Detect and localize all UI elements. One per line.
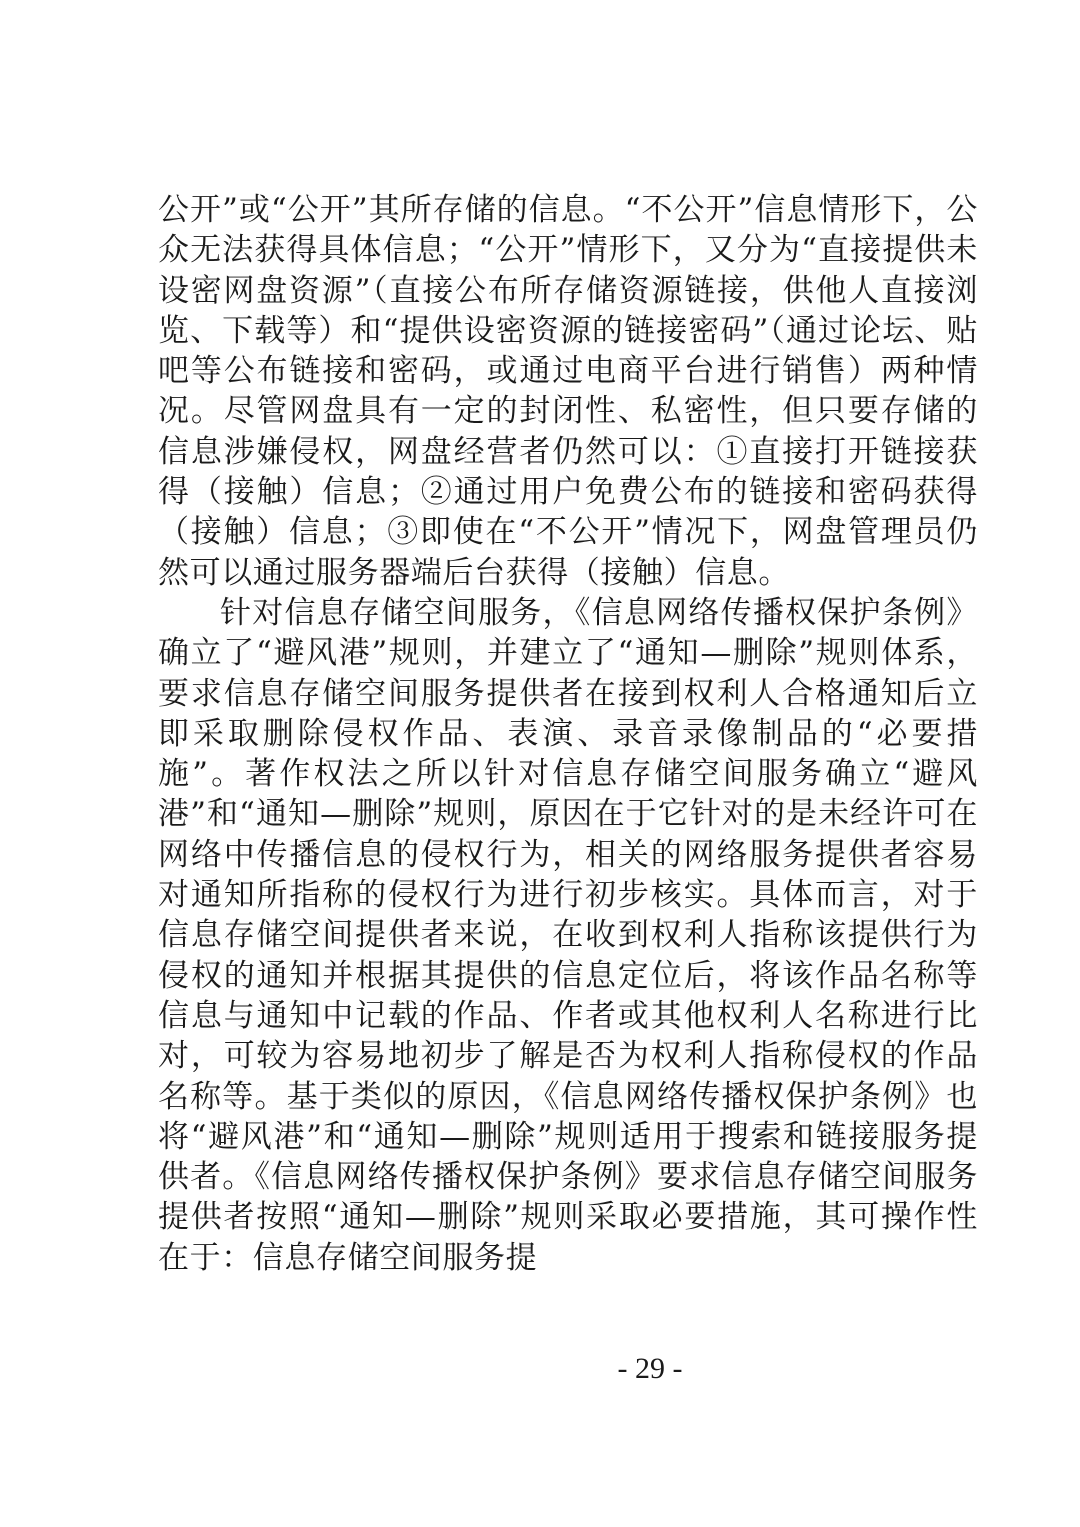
page-number-text: - 29 - [617, 1352, 683, 1385]
paragraph-2: 针对信息存储空间服务，《信息网络传播权保护条例》确立了“避风港”规则，并建立了“通知—删除”规则体系，要求信息存储空间服务提供者在接到权利人合格通知后立即采取删除侵权作品、表演、录音录像制品的“必要措施”。著作权法之所以针对信息存储空间服务确立“避风港”和“通知—删除”规则，原因在于它针对的是未经许可在网络中传播信息的侵权行为，相关的网络服务提供者容易对通知所指称的侵权行为进行初步核实。具体而言，对于信息存储空间提供者来说，在收到权利人指称该提供行为侵权的通知并根据其提供的信息定位后，将该作品名称等信息与通知中记载的作品、作者或其他权利人名称进行比对，可较为容易地初步了解是否为权利人指称侵权的作品名称等。基于类似的原因，《信息网络传播权保护条例》也将“避风港”和“通知—删除”规则适用于搜索和链接服务提供者。《信息网络传播权保护条例》要求信息存储空间服务提供者按照“通知—删除”规则采取必要措施，其可操作性在于：信息存储空间服务提 [158, 594, 978, 1276]
paragraph-1: 公开”或“公开”其所存储的信息。“不公开”信息情形下，公众无法获得具体信息；“公开”情形下，又分为“直接提供未设密网盘资源”（直接公布所存储资源链接，供他人直接浏览、下载等）和“提供设密资源的链接密码”（通过论坛、贴吧等公布链接和密码，或通过电商平台进行销售）两种情况。尽管网盘具有一定的封闭性、私密性，但只要存储的信息涉嫌侵权，网盘经营者仍然可以：①直接打开链接获得（接触）信息；②通过用户免费公布的链接和密码获得（接触）信息；③即使在“不公开”情况下，网盘管理员仍然可以通过服务器端后台获得（接触）信息。 [158, 192, 978, 591]
body-text [158, 190, 978, 1278]
page-number [0, 1352, 1080, 1386]
